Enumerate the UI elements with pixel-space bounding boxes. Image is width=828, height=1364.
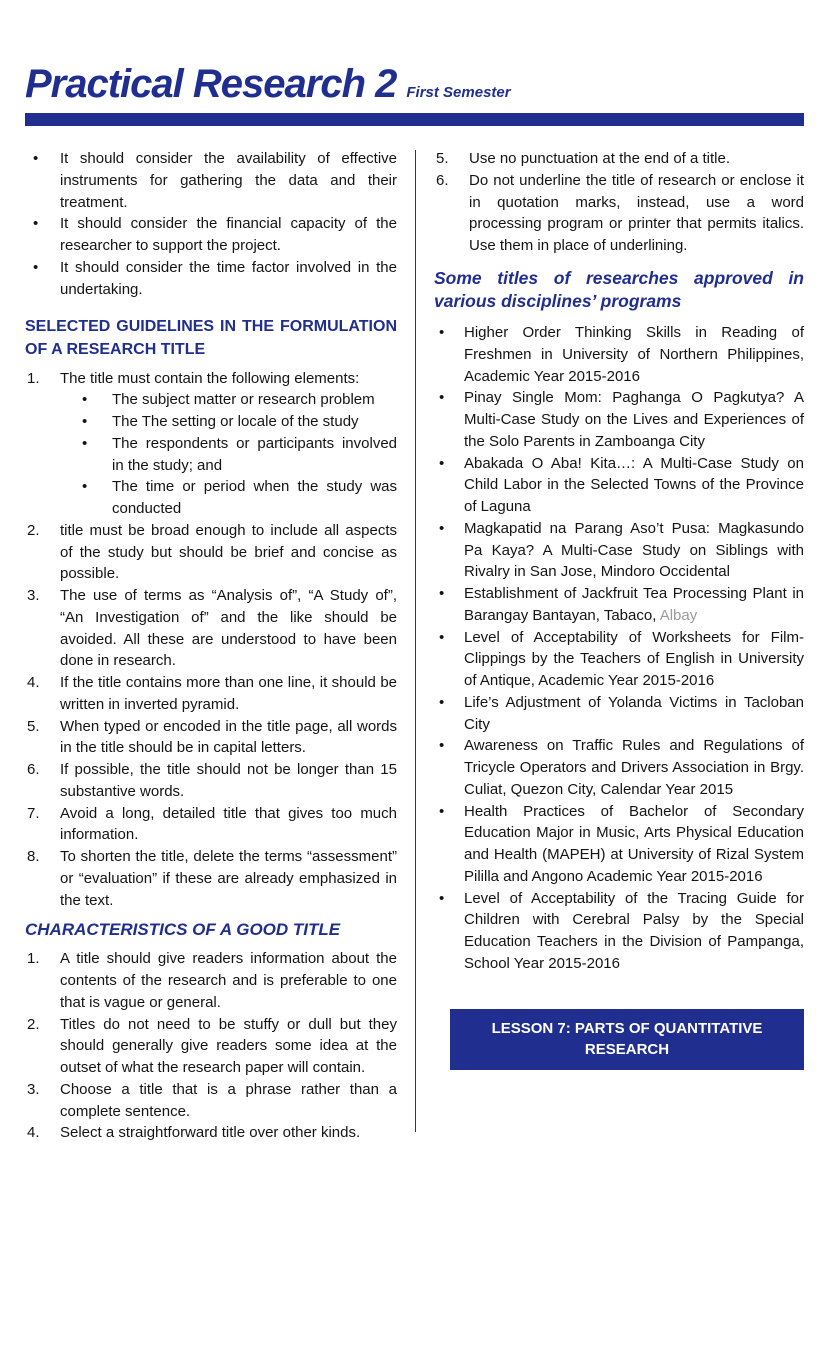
bullet-icon: • — [82, 391, 88, 409]
two-column-body — [25, 148, 804, 1144]
list-item — [25, 1014, 397, 1079]
bullet-icon: • — [439, 585, 445, 602]
item-number: 4. — [27, 1124, 40, 1142]
title-text: Life’s Adjustment of Yolanda Victims in Tacloban City — [464, 693, 804, 733]
bullet-icon: • — [82, 434, 88, 452]
list-item — [25, 1122, 397, 1144]
item-number: 2. — [27, 1015, 40, 1033]
list-item — [434, 583, 804, 627]
item-number: 7. — [27, 804, 40, 822]
list-item — [25, 948, 397, 1013]
list-item-text: The time or period when the study was conducted — [112, 478, 397, 518]
bullet-icon: • — [439, 737, 445, 755]
title-rule — [25, 113, 804, 126]
list-item-text: title must be broad enough to include all aspects of the study but should be brief and concise as possible. — [60, 521, 397, 583]
list-item — [25, 368, 397, 390]
list-item-text: It should consider the financial capacity of the researcher to support the project. — [60, 215, 397, 254]
list-item-text: Choose a title that is a phrase rather than a complete sentence. — [60, 1080, 397, 1120]
list-item — [25, 846, 397, 911]
section-heading-sample-titles: Some titles of researches approved in various disciplines’ programs — [434, 267, 804, 312]
list-item — [82, 411, 397, 433]
list-item-text — [464, 387, 804, 452]
title-text: Abakada O Aba! Kita…: A Multi-Case Study on Child Labor in the Selected Towns of the Province of Laguna — [464, 454, 804, 515]
item-number: 1. — [27, 950, 40, 968]
list-item-text — [464, 801, 804, 888]
list-item — [434, 888, 804, 975]
list-item — [434, 387, 804, 452]
list-item-text — [464, 453, 804, 518]
list-item-text — [464, 692, 804, 736]
bullet-icon: • — [82, 413, 88, 431]
list-item — [434, 735, 804, 800]
lesson-banner-text: LESSON 7: PARTS OF QUANTITATIVE RESEARCH — [491, 1019, 763, 1058]
item-number: 5. — [436, 150, 449, 167]
list-item-text — [464, 627, 804, 692]
bullet-icon: • — [82, 478, 88, 496]
list-item-text: A title should give readers information about the contents of the research and is preferable to one that is vague or general. — [60, 950, 397, 1011]
item-number: 1. — [27, 369, 40, 387]
list-item-text: The subject matter or research problem — [112, 391, 375, 409]
list-item-text: The title must contain the following elements: — [60, 369, 360, 387]
list-item-text: Select a straightforward title over other kinds. — [60, 1124, 361, 1142]
list-item — [434, 518, 804, 583]
item-number: 6. — [436, 171, 449, 189]
bullet-icon: • — [33, 215, 39, 233]
list-item — [434, 692, 804, 736]
list-item — [434, 170, 804, 257]
column-divider — [415, 150, 416, 1132]
list-item — [25, 213, 397, 257]
list-item — [25, 520, 397, 585]
bullet-icon: • — [439, 454, 445, 472]
page-subtitle: First Semester — [406, 84, 511, 101]
bullet-icon: • — [439, 324, 445, 341]
list-item-text: If the title contains more than one line, it should be written in inverted pyramid. — [60, 674, 397, 713]
list-item — [82, 433, 397, 477]
list-item-text — [464, 322, 804, 387]
lesson-banner — [450, 1009, 804, 1070]
section-heading-characteristics: CHARACTERISTICS OF A GOOD TITLE — [25, 920, 341, 940]
list-item — [434, 453, 804, 518]
title-text: Pinay Single Mom: Paghanga O Pagkutya? A Multi-Case Study on the Lives and Experiences of the Solo Parents in Zamboanga City — [464, 389, 804, 450]
list-item — [25, 672, 397, 716]
list-item-text: The respondents or participants involved in the study; and — [112, 434, 397, 474]
list-item-text: To shorten the title, delete the terms “assessment” or “evaluation” if these are already emphasized in the text. — [60, 848, 397, 909]
item-number: 5. — [27, 717, 40, 735]
right-column — [434, 148, 804, 1144]
list-item — [25, 1079, 397, 1123]
title-text: Magkapatid na Parang Aso’t Pusa: Magkasundo Pa Kaya? A Multi-Case Study on Siblings with Rivalry in San Jose, Mindoro Occidental — [464, 519, 804, 581]
item-number: 4. — [27, 674, 40, 692]
item-number: 8. — [27, 848, 40, 866]
item-number: 6. — [27, 761, 40, 779]
list-item — [25, 759, 397, 803]
bullet-icon: • — [439, 693, 445, 711]
left-column — [25, 148, 397, 1144]
bullet-icon: • — [439, 802, 445, 820]
list-item-text: Titles do not need to be stuffy or dull but they should generally give readers some idea at the outset of what the research paper will contain. — [60, 1015, 397, 1077]
page-header — [25, 62, 804, 106]
list-item-text: The The setting or locale of the study — [112, 413, 359, 431]
list-item — [434, 148, 804, 170]
list-item — [25, 803, 397, 847]
list-item — [434, 801, 804, 888]
title-text: Level of Acceptability of Worksheets for Film-Clippings by the Teachers of English in University of Antique, Academic Year 2015-2016 — [464, 628, 804, 689]
list-item-text: Avoid a long, detailed title that gives too much information. — [60, 804, 397, 844]
list-item-text: It should consider the availability of effective instruments for gathering the data and their treatment. — [60, 150, 397, 211]
list-item-text: The use of terms as “Analysis of”, “A Study of”, “An Investigation of” and the like should be avoided. All these are understood to have been done in research. — [60, 587, 397, 670]
title-text: Higher Order Thinking Skills in Reading of Freshmen in University of Northern Philippines, Academic Year 2015-2016 — [464, 324, 804, 385]
list-item-text: If possible, the title should not be longer than 15 substantive words. — [60, 761, 397, 800]
list-item-text — [464, 518, 804, 583]
title-text-muted: Albay — [659, 606, 698, 624]
list-item — [82, 476, 397, 520]
list-item-text — [464, 583, 804, 627]
page-title: Practical Research 2 — [25, 62, 397, 106]
item-number: 3. — [27, 1080, 40, 1098]
bullet-icon: • — [439, 628, 445, 646]
list-item-text: It should consider the time factor involved in the undertaking. — [60, 258, 397, 298]
title-text: Level of Acceptability of the Tracing Guide for Children with Cerebral Palsy by the Special Education Teachers in the Division of Pampanga, School Year 2015-2016 — [464, 889, 804, 972]
title-text: Awareness on Traffic Rules and Regulations of Tricycle Operators and Drivers Association in Brgy. Culiat, Quezon City, Calendar Year 2015 — [464, 737, 804, 798]
bullet-icon: • — [439, 889, 445, 907]
list-item — [434, 627, 804, 692]
title-text: Establishment of Jackfruit Tea Processing Plant in Barangay Bantayan, Tabaco, — [464, 585, 804, 624]
section-heading-guidelines: SELECTED GUIDELINES IN THE FORMULATION OF A RESEARCH TITLE — [25, 318, 397, 358]
list-item — [25, 585, 397, 672]
list-item-text — [464, 735, 804, 800]
title-text: Health Practices of Bachelor of Secondary Education Major in Music, Arts Physical Education and Health (MAPEH) at University of Rizal System Pililla and Angono Academic Year 2015-2016 — [464, 802, 804, 885]
list-item-text — [464, 888, 804, 975]
list-item — [25, 257, 397, 301]
item-number: 3. — [27, 587, 40, 605]
list-item-text: When typed or encoded in the title page, all words in the title should be in capital letters. — [60, 717, 397, 757]
bullet-icon: • — [439, 519, 445, 537]
bullet-icon: • — [33, 150, 39, 167]
list-item — [25, 716, 397, 760]
list-item — [434, 322, 804, 387]
list-item — [82, 389, 397, 411]
bullet-icon: • — [439, 389, 445, 407]
bullet-icon: • — [33, 258, 39, 276]
list-item — [25, 148, 397, 213]
item-number: 2. — [27, 521, 40, 539]
list-item-text: Use no punctuation at the end of a title. — [469, 150, 731, 167]
list-item-text: Do not underline the title of research or enclose it in quotation marks, instead, use a word processing program or printer that permits italics. Use them in place of underlining. — [469, 171, 804, 254]
